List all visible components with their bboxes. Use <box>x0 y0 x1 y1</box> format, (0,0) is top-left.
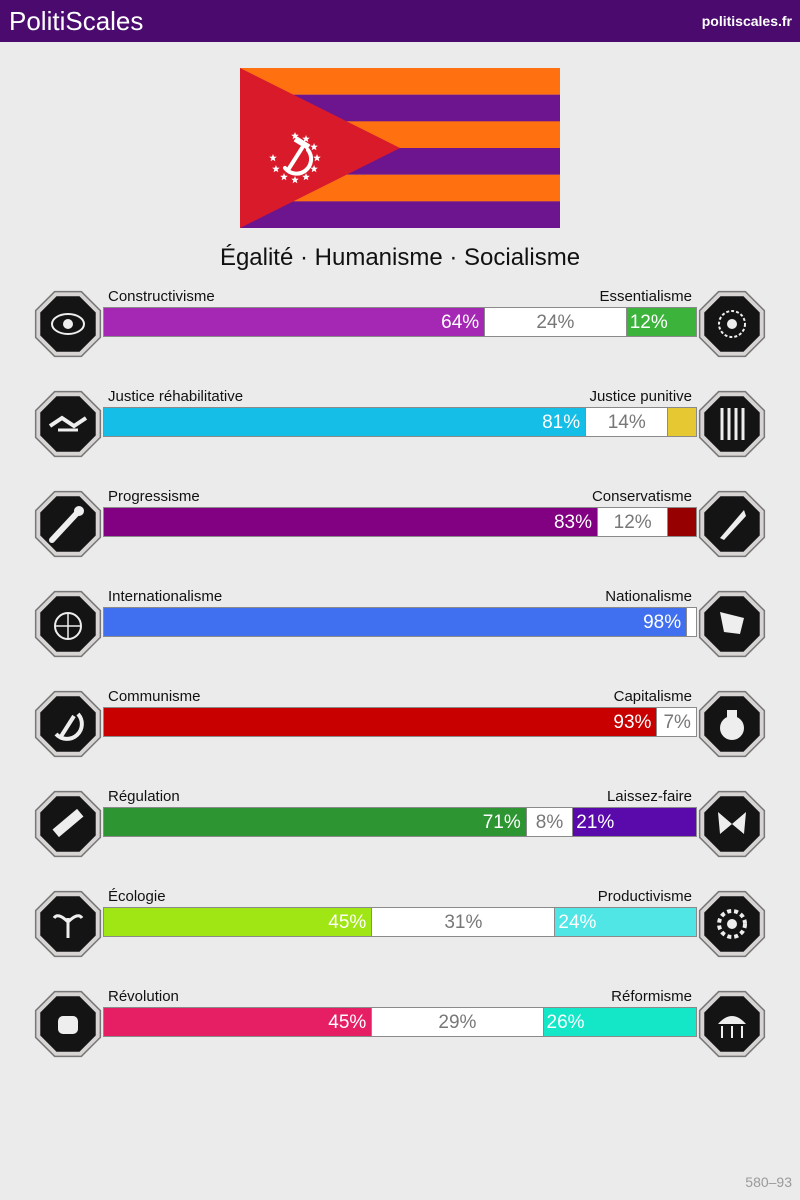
axis-center-percent: 31% <box>444 912 483 933</box>
axis-row <box>0 788 800 868</box>
axis-right-label: Justice punitive <box>589 388 692 405</box>
axis-bar-left-segment <box>104 308 484 336</box>
axis-right-percent: 26% <box>546 1012 585 1033</box>
axis-bar-center-segment <box>484 308 627 336</box>
axis-bar-left-segment <box>104 408 585 436</box>
axis-left-label: Écologie <box>108 888 166 905</box>
axis-left-label: Révolution <box>108 988 179 1005</box>
axis-right-label: Productivisme <box>597 888 692 905</box>
axis-bar-left-segment <box>104 608 686 636</box>
axis-bar-left-segment <box>104 908 371 936</box>
axis-bar-right-segment <box>573 808 697 836</box>
axis-row <box>0 688 800 768</box>
axis-left-label: Justice réhabilitative <box>108 388 244 405</box>
axis-bar <box>103 407 697 437</box>
axis-left-label: Constructivisme <box>108 288 215 305</box>
axis-row <box>0 988 800 1068</box>
axis-left-label: Internationalisme <box>108 588 223 605</box>
axis-row <box>0 388 800 468</box>
brand-title[interactable]: PolitiScales <box>9 6 144 36</box>
axis-row <box>0 888 800 968</box>
axis-bar <box>103 807 697 837</box>
plant-icon <box>32 888 104 960</box>
axis-right-label: Laissez-faire <box>606 788 692 805</box>
axis-bar-center-segment <box>597 508 668 536</box>
axis-left-percent: 93% <box>613 712 652 733</box>
globe-icon <box>32 588 104 660</box>
handshake-icon <box>32 388 104 460</box>
axis-center-percent: 12% <box>613 512 652 533</box>
fist-icon <box>32 988 104 1060</box>
axis-bar <box>103 1007 697 1037</box>
axis-bar-right-segment <box>544 1008 697 1036</box>
axis-left-percent: 81% <box>542 412 581 433</box>
quill-pen-icon <box>696 488 768 560</box>
axis-bar-right-segment <box>668 508 697 536</box>
axis-center-percent: 8% <box>535 812 564 833</box>
axis-right-percent: 12% <box>629 312 668 333</box>
axis-right-label: Nationalisme <box>605 588 692 605</box>
axis-bar <box>103 607 697 637</box>
axis-bar <box>103 907 697 937</box>
hammer-sickle-icon <box>32 688 104 760</box>
axis-bar-left-segment <box>104 508 597 536</box>
prison-bars-icon <box>696 388 768 460</box>
axis-right-percent: 21% <box>576 812 615 833</box>
axis-left-label: Régulation <box>108 788 180 805</box>
axis-right-label: Réformisme <box>611 988 692 1005</box>
axis-left-percent: 98% <box>643 612 682 633</box>
parliament-icon <box>696 988 768 1060</box>
axis-right-label: Conservatisme <box>591 488 692 505</box>
gear-icon <box>696 888 768 960</box>
axis-left-label: Communisme <box>108 688 201 705</box>
axis-center-percent: 14% <box>607 412 646 433</box>
app-header <box>0 0 800 42</box>
axis-right-label: Essentialisme <box>599 288 692 305</box>
ruler-icon <box>32 788 104 860</box>
butterfly-icon <box>696 788 768 860</box>
axis-bar-left-segment <box>104 708 656 736</box>
axis-row <box>0 488 800 568</box>
axis-bar <box>103 507 697 537</box>
comet-icon <box>32 488 104 560</box>
axis-bar-left-segment <box>104 808 526 836</box>
axis-left-label: Progressisme <box>108 488 200 505</box>
axis-bar-center-segment <box>585 408 668 436</box>
flag-stripe <box>240 201 560 228</box>
axis-bar-right-segment <box>668 408 697 436</box>
money-bag-icon <box>696 688 768 760</box>
axis-bar-center-segment <box>371 908 555 936</box>
flag-stripe <box>240 68 560 95</box>
site-link[interactable]: politiscales.fr <box>701 13 792 29</box>
axis-left-percent: 64% <box>441 312 480 333</box>
axis-left-percent: 45% <box>328 912 367 933</box>
axis-center-percent: 7% <box>663 712 691 733</box>
axis-row <box>0 588 800 668</box>
axis-right-percent: 24% <box>558 912 597 933</box>
axis-bar <box>103 707 697 737</box>
axis-center-percent: 29% <box>438 1012 477 1033</box>
axis-left-percent: 83% <box>553 512 593 533</box>
flag-icon <box>696 588 768 660</box>
flag-image <box>240 68 560 228</box>
axis-right-label: Capitalisme <box>613 688 692 705</box>
axis-bar-left-segment <box>104 1008 371 1036</box>
ideology-motto: Égalité · Humanisme · Socialisme <box>219 244 581 271</box>
axis-left-percent: 71% <box>482 812 521 833</box>
flower-icon <box>696 288 768 360</box>
axis-bar-center-segment <box>656 708 697 736</box>
axis-row <box>0 288 800 368</box>
axis-bar-center-segment <box>526 808 574 836</box>
axis-bar <box>103 307 697 337</box>
axis-bar-right-segment <box>555 908 697 936</box>
axis-center-percent: 24% <box>536 312 575 333</box>
eye-icon <box>32 288 104 360</box>
axis-left-percent: 45% <box>328 1012 367 1033</box>
result-code: 580–93 <box>745 1174 792 1190</box>
axis-bar-right-segment <box>627 308 697 336</box>
axis-bar-center-segment <box>371 1008 543 1036</box>
